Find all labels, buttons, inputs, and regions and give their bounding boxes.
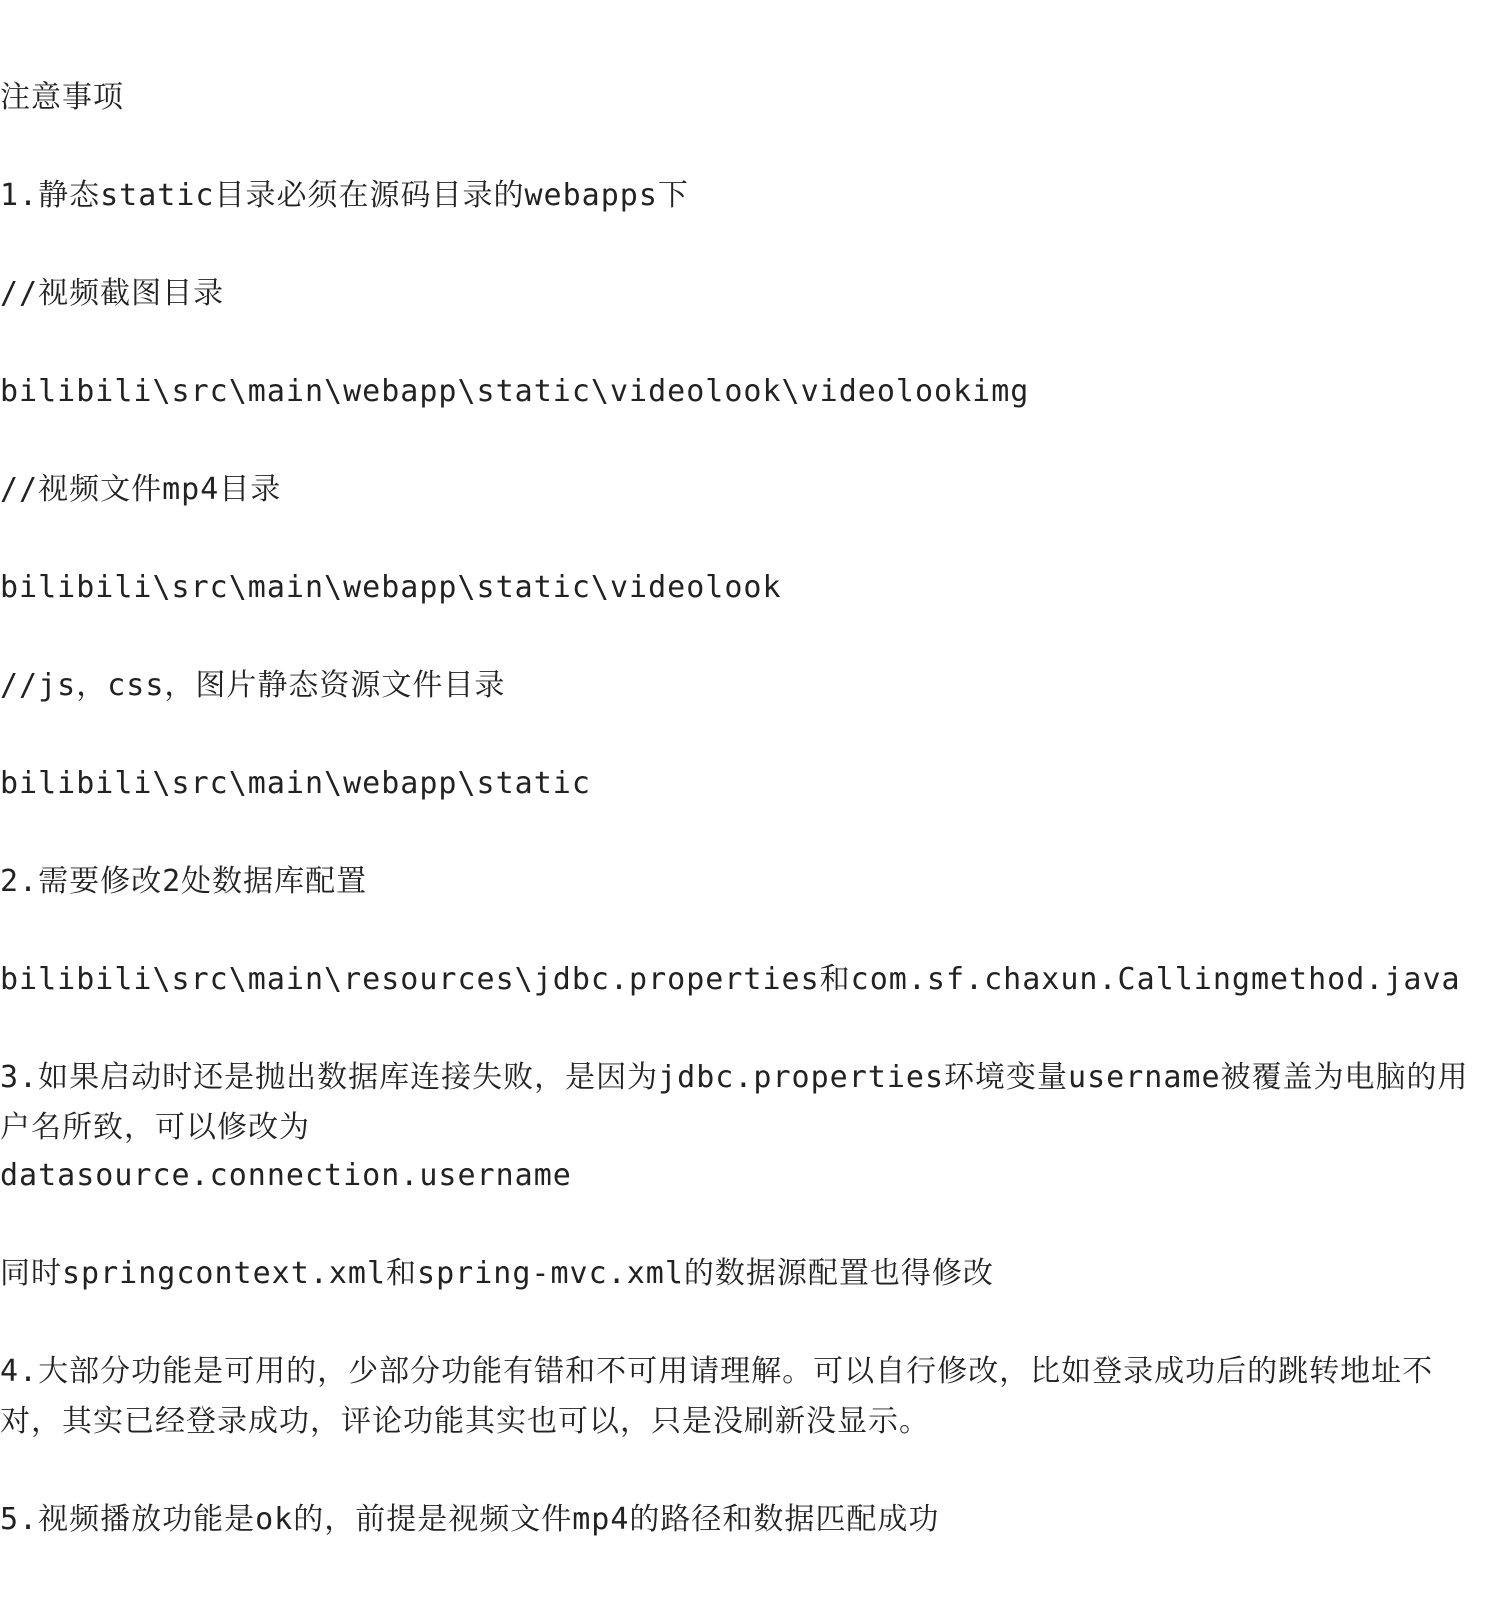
notes-heading: 注意事项 <box>0 80 124 115</box>
path-mp4-dir: bilibili\src\main\webapp\static\videolook <box>0 570 782 605</box>
note-2-db-config: 2.需要修改2处数据库配置 <box>0 864 368 899</box>
comment-static-resources-dir: //js，css，图片静态资源文件目录 <box>0 668 506 703</box>
note-5-video-playback: 5.视频播放功能是ok的，前提是视频文件mp4的路径和数据匹配成功 <box>0 1502 940 1537</box>
note-3-db-connection: 3.如果启动时还是抛出数据库连接失败，是因为jdbc.properties环境变量username被覆盖为电脑的用户名所致，可以修改为 <box>0 1060 1469 1145</box>
note-3-datasource-config: 同时springcontext.xml和spring-mvc.xml的数据源配置也得修改 <box>0 1256 994 1291</box>
path-static-dir: bilibili\src\main\webapp\static <box>0 766 591 801</box>
note-1-static-dir: 1.静态static目录必须在源码目录的webapps下 <box>0 178 689 213</box>
config-key-username: datasource.connection.username <box>0 1158 572 1193</box>
path-screenshot-dir: bilibili\src\main\webapp\static\videolook\videolookimg <box>0 374 1030 409</box>
comment-mp4-dir: //视频文件mp4目录 <box>0 472 282 507</box>
comment-screenshot-dir: //视频截图目录 <box>0 276 225 311</box>
note-4-feature-status: 4.大部分功能是可用的，少部分功能有错和不可用请理解。可以自行修改，比如登录成功后的跳转地址不对，其实已经登录成功，评论功能其实也可以，只是没刷新没显示。 <box>0 1354 1434 1439</box>
path-db-config-files: bilibili\src\main\resources\jdbc.properties和com.sf.chaxun.Callingmethod.java <box>0 962 1461 997</box>
